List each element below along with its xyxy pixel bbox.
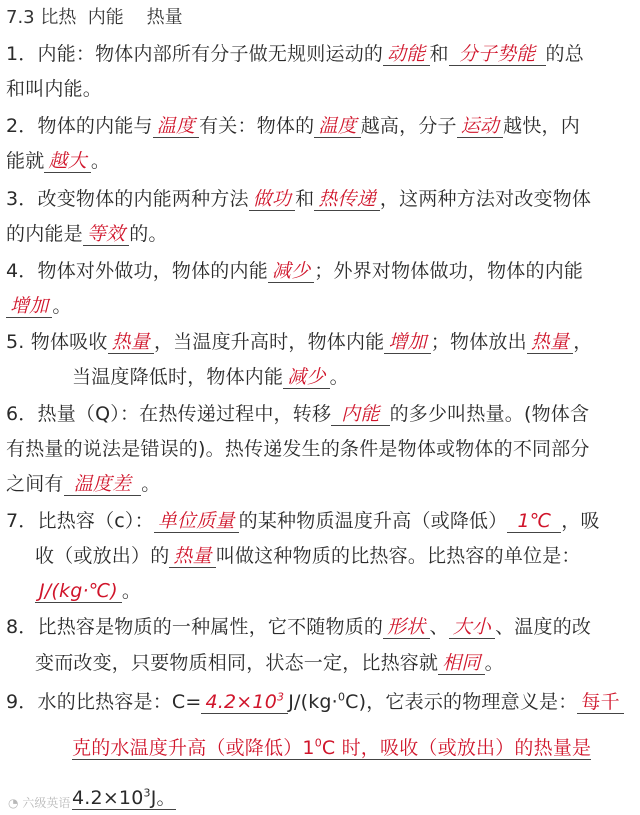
page-title: 7.3 比热 内能 热量 (6, 7, 183, 28)
item-9-line-1 (6, 687, 624, 714)
item-5-line-2 (72, 362, 349, 389)
answer-blank: 做功 (249, 188, 295, 211)
answer-blank: 1℃ (507, 510, 561, 533)
item-5-line-1 (6, 327, 592, 354)
text: J。 (150, 787, 176, 809)
item-9-line-2 (72, 733, 591, 760)
text: 能就 (6, 150, 45, 172)
text: 5. 物体吸收 (6, 331, 108, 353)
answer-blank: 等效 (83, 223, 129, 246)
text: 。 (90, 150, 111, 172)
item-1-line-2: 和叫内能。 (6, 78, 103, 100)
answer-blank (72, 787, 176, 810)
text: 收（或放出）的 (35, 545, 170, 567)
text: 和 (429, 43, 449, 65)
item-6-line-3 (6, 469, 160, 496)
text: ，这两种方法对改变物体 (379, 188, 592, 210)
answer-blank: 单位质量 (154, 510, 239, 533)
text: 。 (121, 580, 142, 602)
superscript: 3 (277, 690, 285, 704)
text: 3．改变物体的内能两种方法 (6, 188, 249, 210)
text: J/(kg· (288, 691, 338, 713)
answer-blank: 减少 (283, 366, 329, 389)
item-3-line-2 (6, 219, 168, 246)
answer-blank: 增加 (384, 331, 430, 354)
answer-blank: 分子势能 (449, 43, 546, 66)
text: 。 (329, 366, 349, 388)
text: 越高，分子 (360, 115, 457, 137)
text: C 时，吸收（或放出）的热量是 (321, 737, 592, 759)
answer-blank: 增加 (6, 295, 52, 318)
text: ；外界对物体做功，物体的内能 (314, 260, 584, 282)
answer-blank (72, 737, 591, 760)
item-2-line-2 (6, 146, 110, 173)
item-1-line-1 (6, 39, 584, 66)
text: 的。 (129, 223, 168, 245)
text: 。 (52, 295, 72, 317)
superscript: 0 (337, 690, 346, 704)
answer-blank: 相同 (438, 652, 484, 675)
answer-blank (201, 691, 288, 714)
text: 越快，内 (503, 115, 580, 137)
item-4-line-1 (6, 256, 583, 283)
text: 有关：物体的 (199, 115, 315, 137)
item-4-line-2 (6, 291, 72, 318)
text: 8．比热容是物质的一种属性，它不随物质的 (6, 616, 384, 638)
answer-blank: 减少 (268, 260, 314, 283)
text: 6．热量（Q）：在热传递过程中，转移 (6, 403, 332, 425)
superscript: 3 (143, 786, 151, 800)
text: 。 (484, 652, 504, 674)
answer-blank: J/(kg·℃) (35, 580, 122, 603)
item-9-line-3 (72, 783, 176, 810)
text: ，吸 (561, 510, 600, 532)
answer-blank: 大小 (449, 616, 495, 639)
text: ；物体放出 (430, 331, 527, 353)
logo-icon: ◔ (8, 796, 19, 810)
text: 、温度的改 (495, 616, 592, 638)
text: ， (573, 331, 593, 353)
text: 的多少叫热量。(物体含 (389, 403, 590, 425)
answer-blank: 温度 (314, 115, 360, 138)
watermark-text: 六级英语 (22, 796, 71, 810)
text: 4.2×10 (72, 787, 144, 809)
text: ，当温度升高时，物体内能 (153, 331, 385, 353)
text: 之间有 (6, 473, 64, 495)
answer-blank: 内能 (331, 403, 389, 426)
answer-blank: 每千 (577, 691, 623, 714)
answer-blank: 形状 (383, 616, 429, 639)
text: 4．物体对外做功，物体的内能 (6, 260, 268, 282)
text: 2．物体的内能与 (6, 115, 153, 137)
answer-blank: 热传递 (314, 188, 380, 211)
answer-blank: 热量 (108, 331, 154, 354)
text: 当温度降低时，物体内能 (72, 366, 284, 388)
watermark (8, 794, 70, 811)
text: 叫做这种物质的比热容。比热容的单位是： (215, 545, 581, 567)
item-7-line-1 (6, 506, 600, 533)
text: 的某种物质温度升高（或降低） (238, 510, 508, 532)
text: 4.2×10 (205, 691, 277, 713)
item-2-line-1 (6, 111, 580, 138)
text: 、 (429, 616, 449, 638)
text: 克的水温度升高（或降低）1 (72, 737, 315, 759)
text: 的内能是 (6, 223, 83, 245)
answer-blank: 温度差 (64, 473, 142, 496)
answer-blank: 动能 (383, 43, 429, 66)
text: 和 (295, 188, 315, 210)
text: 变而改变，只要物质相同，状态一定，比热容就 (35, 652, 439, 674)
superscript: 0 (314, 736, 322, 750)
text: 7．比热容（c）： (6, 510, 154, 532)
item-7-line-3 (35, 576, 141, 603)
answer-blank: 热量 (527, 331, 573, 354)
text: 的总 (545, 43, 584, 65)
text: C)，它表示的物理意义是： (345, 691, 578, 713)
text: 9．水的比热容是：C= (6, 691, 202, 713)
item-7-line-2 (35, 541, 581, 568)
text: 。 (141, 473, 161, 495)
answer-blank: 温度 (153, 115, 199, 138)
item-8-line-1 (6, 612, 591, 639)
item-3-line-1 (6, 184, 591, 211)
item-6-line-2: 有热量的说法是错误的)。热传递发生的条件是物体或物体的不同部分 (6, 438, 590, 460)
answer-blank: 越大 (44, 150, 90, 173)
answer-blank: 运动 (457, 115, 503, 138)
text: 1．内能：物体内部所有分子做无规则运动的 (6, 43, 384, 65)
item-8-line-2 (35, 648, 504, 675)
item-6-line-1 (6, 399, 589, 426)
answer-blank: 热量 (169, 545, 215, 568)
